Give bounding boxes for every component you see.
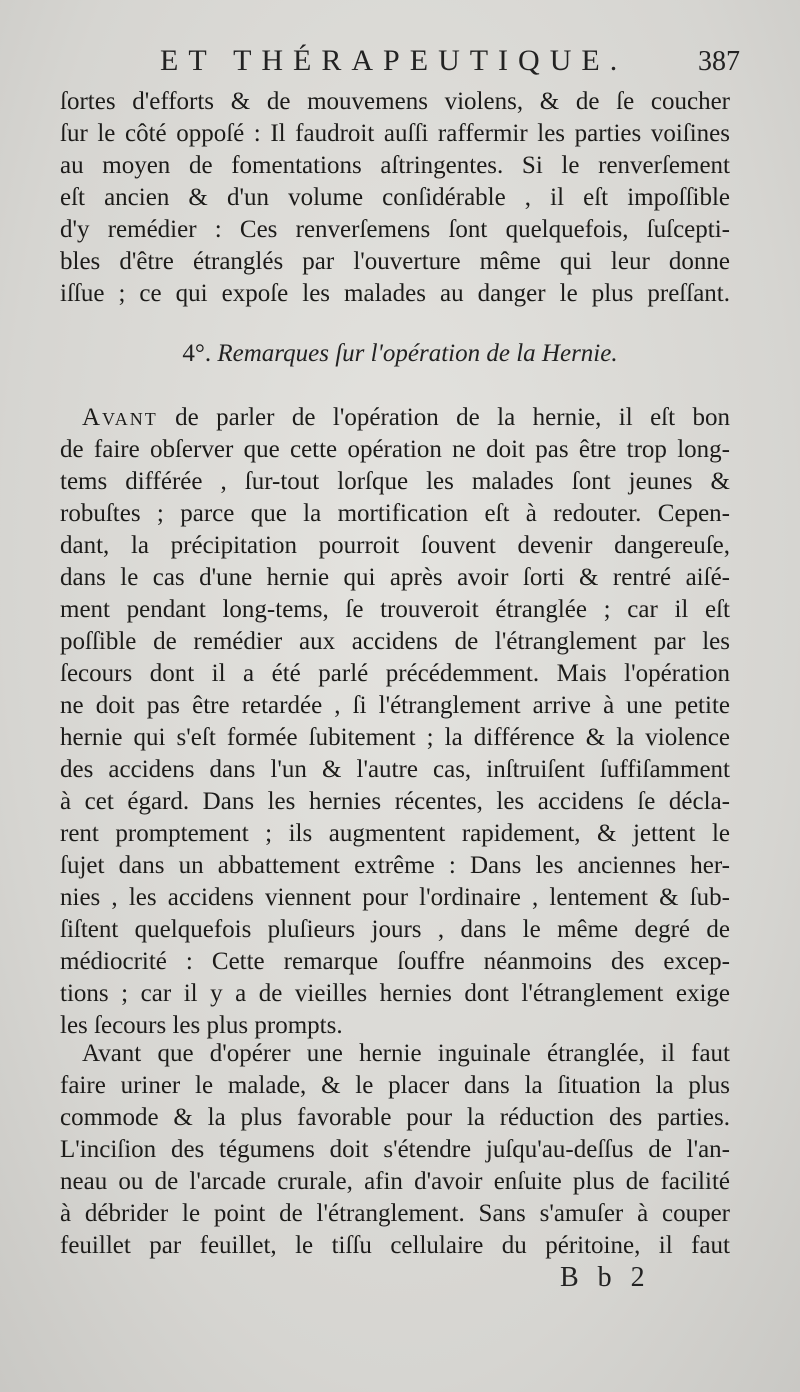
paragraph-2 bbox=[60, 402, 730, 1042]
text-line: ſiſtent quelquefois pluſieurs jours , dans le même degré de bbox=[60, 916, 730, 943]
text-line: à cet égard. Dans les hernies récentes, les accidens ſe décla- bbox=[60, 788, 730, 815]
text-line: au moyen de fomentations aſtringentes. Si le renverſement bbox=[60, 152, 730, 179]
text-line: iſſue ; ce qui expoſe les malades au danger le plus preſſant. bbox=[60, 280, 730, 307]
text-line: les ſecours les plus prompts. bbox=[60, 1012, 343, 1039]
text-line: nies , les accidens viennent pour l'ordinaire , lentement & ſub- bbox=[60, 884, 730, 911]
text-line: des accidens dans l'un & l'autre cas, inſtruiſent ſuffiſamment bbox=[60, 756, 730, 783]
section-number: 4°. bbox=[182, 340, 212, 367]
text-line: commode & la plus favorable pour la réduction des parties. bbox=[60, 1104, 730, 1131]
text-line: faire uriner le malade, & le placer dans la ſituation la plus bbox=[60, 1072, 730, 1099]
text-line: ne doit pas être retardée , ſi l'étranglement arrive à une petite bbox=[60, 692, 730, 719]
text-line: eſt ancien & d'un volume conſidérable , il eſt impoſſible bbox=[60, 184, 730, 211]
text-line: feuillet par feuillet, le tiſſu cellulaire du péritoine, il faut bbox=[60, 1232, 730, 1259]
paragraph-3 bbox=[60, 1038, 730, 1262]
text-line: neau ou de l'arcade crurale, afin d'avoir enſuite plus de facilité bbox=[60, 1168, 730, 1195]
text-line: ſortes d'efforts & de mouvemens violens, & de ſe coucher bbox=[60, 88, 730, 115]
text-line: poſſible de remédier aux accidens de l'étranglement par les bbox=[60, 628, 730, 655]
text-line: tems différée , ſur-tout lorſque les malades ſont jeunes & bbox=[60, 468, 730, 495]
text-line: ſujet dans un abbattement extrême : Dans les anciennes her- bbox=[60, 852, 730, 879]
text-line: ſecours dont il a été parlé précédemment. Mais l'opération bbox=[60, 660, 730, 687]
text-line: robuſtes ; parce que la mortification eſt à redouter. Cepen- bbox=[60, 500, 730, 527]
text-line-rest: de parler de l'opération de la hernie, il eſt bon bbox=[175, 404, 730, 431]
signature-mark: B b 2 bbox=[560, 1262, 651, 1293]
running-title: ET THÉRAPEUTIQUE. bbox=[160, 44, 628, 77]
text-line: hernie qui s'eſt formée ſubitement ; la différence & la violence bbox=[60, 724, 730, 751]
text-line: rent promptement ; ils augmentent rapidement, & jettent le bbox=[60, 820, 730, 847]
text-line: tions ; car il y a de vieilles hernies dont l'étranglement exige bbox=[60, 980, 730, 1007]
text-line: de faire obſerver que cette opération ne doit pas être trop long- bbox=[60, 436, 730, 463]
text-line-first bbox=[60, 402, 730, 434]
text-line: ment pendant long-tems, ſe trouveroit étranglée ; car il eſt bbox=[60, 596, 730, 623]
text-line: médiocrité : Cette remarque ſouffre néanmoins des excep- bbox=[60, 948, 730, 975]
text-line: dans le cas d'une hernie qui après avoir ſorti & rentré aiſé- bbox=[60, 564, 730, 591]
section-heading bbox=[60, 340, 740, 368]
dropcap-word: Avant bbox=[82, 404, 158, 431]
page-number: 387 bbox=[698, 46, 740, 77]
text-line: dant, la précipitation pourroit ſouvent devenir dangereuſe, bbox=[60, 532, 730, 559]
text-line: bles d'être étranglés par l'ouverture même qui leur donne bbox=[60, 248, 730, 275]
text-line: à débrider le point de l'étranglement. Sans s'amuſer à couper bbox=[60, 1200, 730, 1227]
text-line: ſur le côté oppoſé : Il faudroit auſſi raffermir les parties voiſines bbox=[60, 120, 730, 147]
text-line: Avant que d'opérer une hernie inguinale étranglée, il faut bbox=[82, 1040, 730, 1067]
paragraph-1 bbox=[60, 86, 730, 310]
text-line: d'y remédier : Ces renverſemens ſont quelquefois, ſuſcepti- bbox=[60, 216, 730, 243]
page-header bbox=[60, 44, 740, 84]
section-title: Remarques ſur l'opération de la Hernie. bbox=[217, 340, 618, 367]
text-line: L'inciſion des tégumens doit s'étendre juſqu'au-deſſus de l'an- bbox=[60, 1136, 730, 1163]
